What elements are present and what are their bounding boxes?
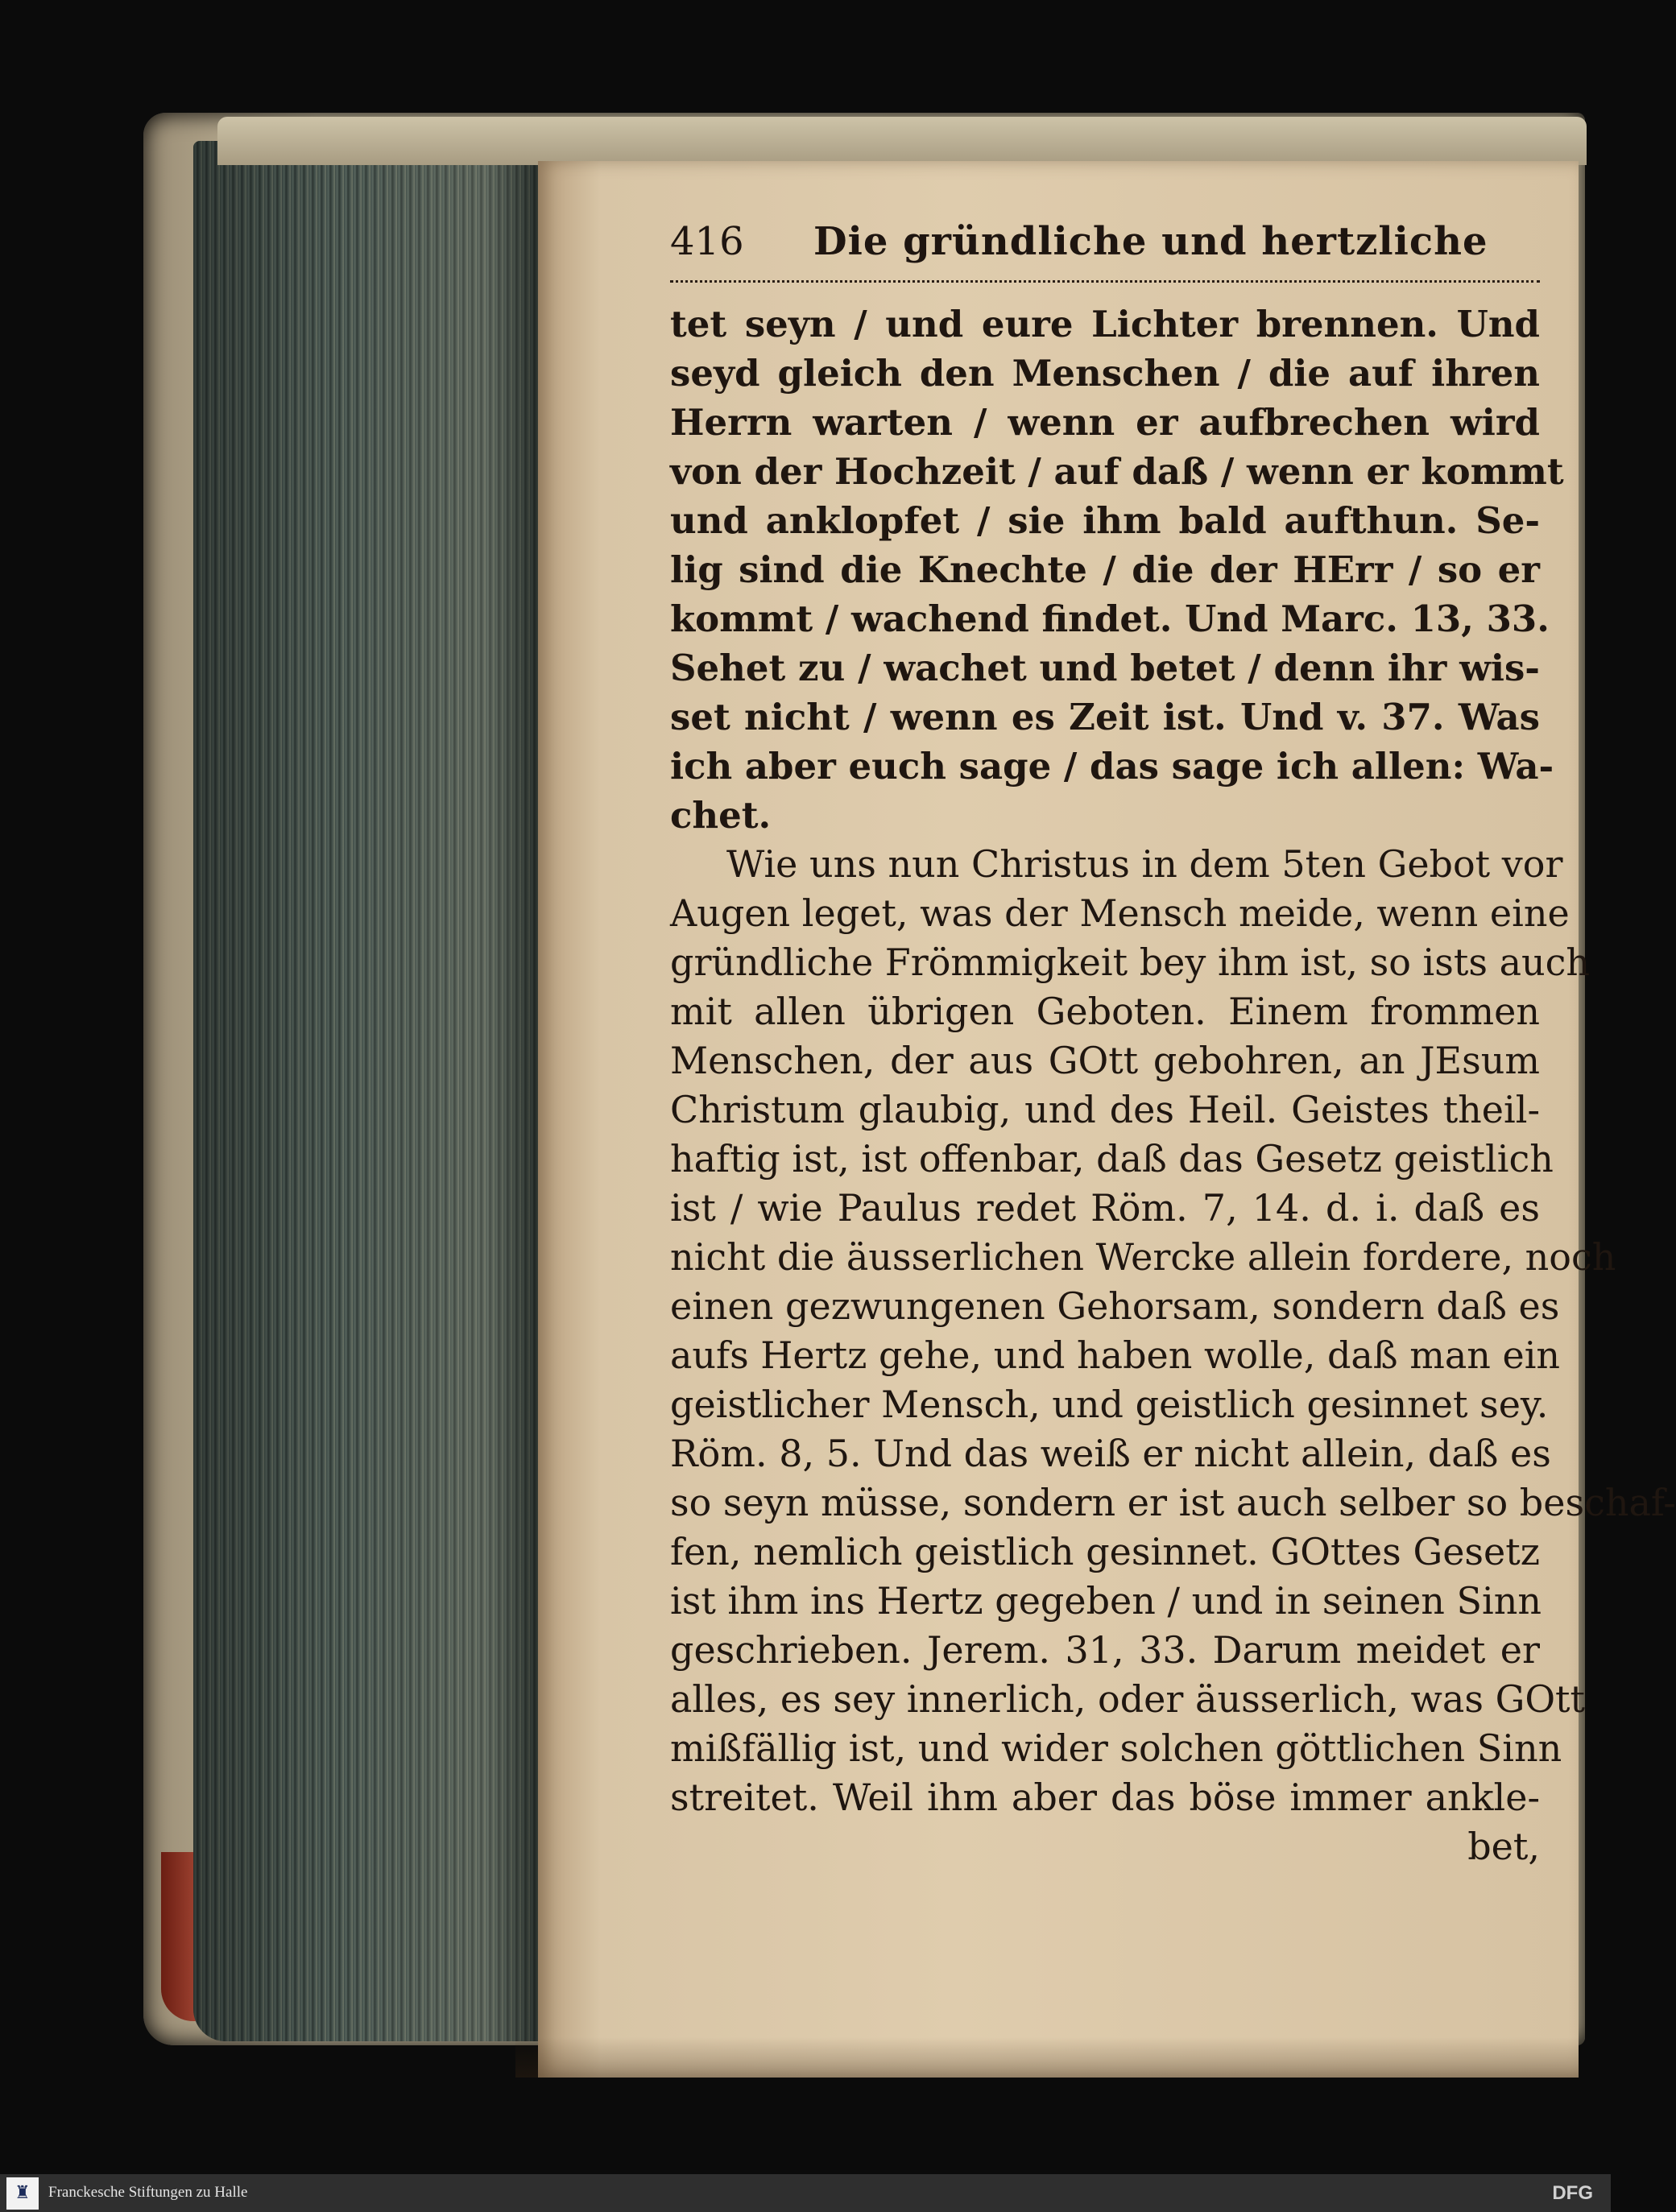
text-line: Herrn warten / wenn er aufbrechen wird: [670, 401, 1540, 444]
text-line: lig sind die Knechte / die der HErr / so er: [670, 548, 1540, 591]
institution-logo-icon[interactable]: ♜: [6, 2177, 39, 2210]
text-line: Christum glaubig, und des Heil. Geistes theil-: [670, 1088, 1540, 1131]
text-line: mißfällig ist, und wider solchen göttlichen Sinn: [670, 1726, 1562, 1770]
text-line: streitet. Weil ihm aber das böse immer ankle-: [670, 1776, 1540, 1819]
body-text: [670, 300, 1676, 1871]
page-number: 416: [670, 219, 744, 264]
text-line: alles, es sey innerlich, oder äusserlich, was GOtt: [670, 1677, 1586, 1721]
fore-edge-shading: [193, 141, 540, 2041]
text-line: Menschen, der aus GOtt gebohren, an JEsum: [670, 1039, 1540, 1082]
text-line: Augen leget, was der Mensch meide, wenn eine: [670, 891, 1570, 935]
text-line: fen, nemlich geistlich gesinnet. GOttes Gesetz: [670, 1530, 1540, 1573]
text-line: nicht die äusserlichen Wercke allein fordere, noch: [670, 1235, 1616, 1279]
dfg-logo[interactable]: DFG: [1552, 2182, 1593, 2204]
text-line: und anklopfet / sie ihm bald aufthun. Se-: [670, 499, 1540, 542]
page-header: [670, 219, 1540, 275]
text-line: Sehet zu / wachet und betet / denn ihr wis-: [670, 647, 1540, 689]
text-line: von der Hochzeit / auf daß / wenn er kommt: [670, 450, 1564, 493]
text-line: set nicht / wenn es Zeit ist. Und v. 37. Was: [670, 696, 1540, 738]
institution-name[interactable]: Franckesche Stiftungen zu Halle: [48, 2184, 248, 2201]
text-line: ist ihm ins Hertz gegeben / und in seinen Sinn: [670, 1579, 1542, 1623]
book-top-edge: [217, 117, 1587, 165]
paragraph-start-line: Wie uns nun Christus in dem 5ten Gebot vor: [726, 842, 1563, 886]
text-line: so seyn müsse, sondern er ist auch selber so beschaf-: [670, 1481, 1676, 1524]
header-rule: [670, 280, 1540, 283]
catchword: bet,: [1467, 1825, 1540, 1868]
text-line: Röm. 8, 5. Und das weiß er nicht allein, daß es: [670, 1432, 1551, 1475]
text-line: ist / wie Paulus redet Röm. 7, 14. d. i. daß es: [670, 1186, 1540, 1230]
text-line: geistlicher Mensch, und geistlich gesinnet sey.: [670, 1383, 1549, 1426]
text-line: geschrieben. Jerem. 31, 33. Darum meidet er: [670, 1628, 1540, 1672]
text-line: tet seyn / und eure Lichter brennen. Und: [670, 303, 1540, 345]
text-line: einen gezwungenen Gehorsam, sondern daß es: [670, 1284, 1560, 1328]
text-line: aufs Hertz gehe, und haben wolle, daß man ein: [670, 1333, 1561, 1377]
text-line: ich aber euch sage / das sage ich allen: Wa-: [670, 745, 1554, 788]
text-line: seyd gleich den Menschen / die auf ihren: [670, 352, 1540, 395]
text-line: mit allen übrigen Geboten. Einem frommen: [670, 990, 1540, 1033]
page-bottom-shadow: [515, 2037, 1579, 2078]
text-line: chet.: [670, 794, 772, 837]
text-line: kommt / wachend findet. Und Marc. 13, 33.: [670, 597, 1550, 640]
text-line: haftig ist, ist offenbar, daß das Gesetz geistlich: [670, 1137, 1554, 1180]
running-title: Die gründliche und hertzliche: [813, 219, 1488, 264]
viewer-footer: [0, 2174, 1611, 2212]
text-line: gründliche Frömmigkeit bey ihm ist, so ists auch: [670, 941, 1591, 984]
